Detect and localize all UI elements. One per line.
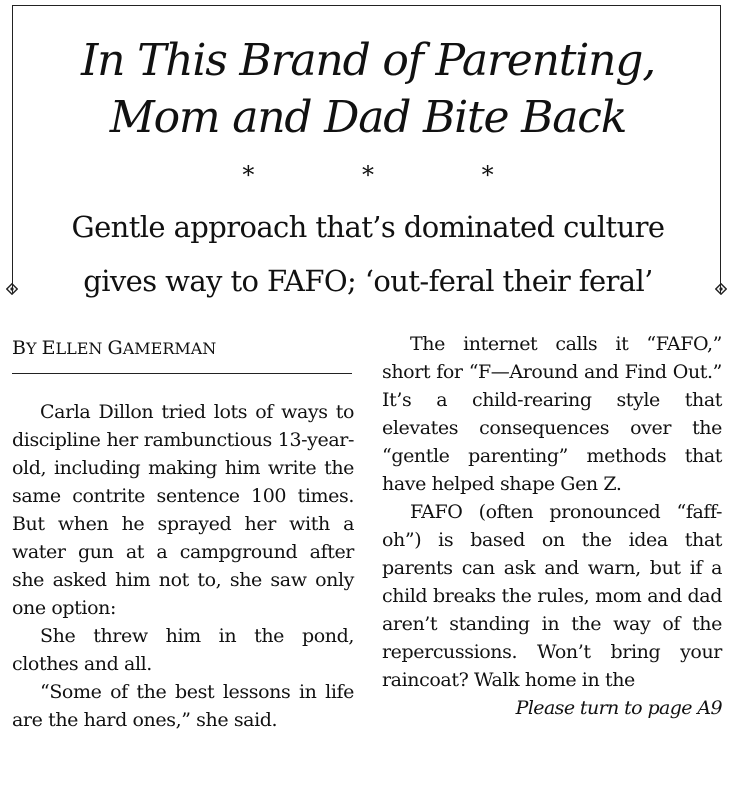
article-column-left — [12, 330, 354, 734]
paragraph: “Some of the best lessons in life are the hard ones,” she said. — [12, 681, 354, 731]
paragraph: The internet calls it “FAFO,” short for “F—Around and Find Out.” It’s a child-rearing style that elevates consequences over the “gentle parenting” methods that have helped shape Gen Z. — [382, 333, 722, 495]
deck-line-1: Gentle approach that’s dominated culture — [71, 210, 665, 244]
star-ornament: * * * — [242, 161, 544, 189]
paragraph: Carla Dillon tried lots of ways to discipline her rambunctious 13-year-old, including making him write the same contrite sentence 100 times. But when he sprayed her with a water gun at a campground after she asked him not to, she saw only one option: — [12, 401, 354, 619]
headline — [0, 32, 736, 146]
article-column-right — [382, 330, 722, 722]
headline-line-1: In This Brand of Parenting, — [81, 35, 655, 86]
paragraph: FAFO (often pronounced “faff-oh”) is based on the idea that parents can ask and warn, but if a child breaks the rules, mom and dad aren’t standing in the way of the repercussions. Won’t bring your raincoat? Walk home in the — [382, 501, 722, 691]
deck-line-2: gives way to FAFO; ‘out-feral their feral’ — [83, 264, 653, 298]
headline-line-2: Mom and Dad Bite Back — [109, 92, 627, 143]
paragraph: She threw him in the pond, clothes and all. — [12, 625, 354, 675]
deck-subheadline — [0, 200, 736, 308]
continuation-jump-line: Please turn to page A9 — [515, 697, 722, 719]
byline: BY ELLEN GAMERMAN — [12, 334, 352, 374]
